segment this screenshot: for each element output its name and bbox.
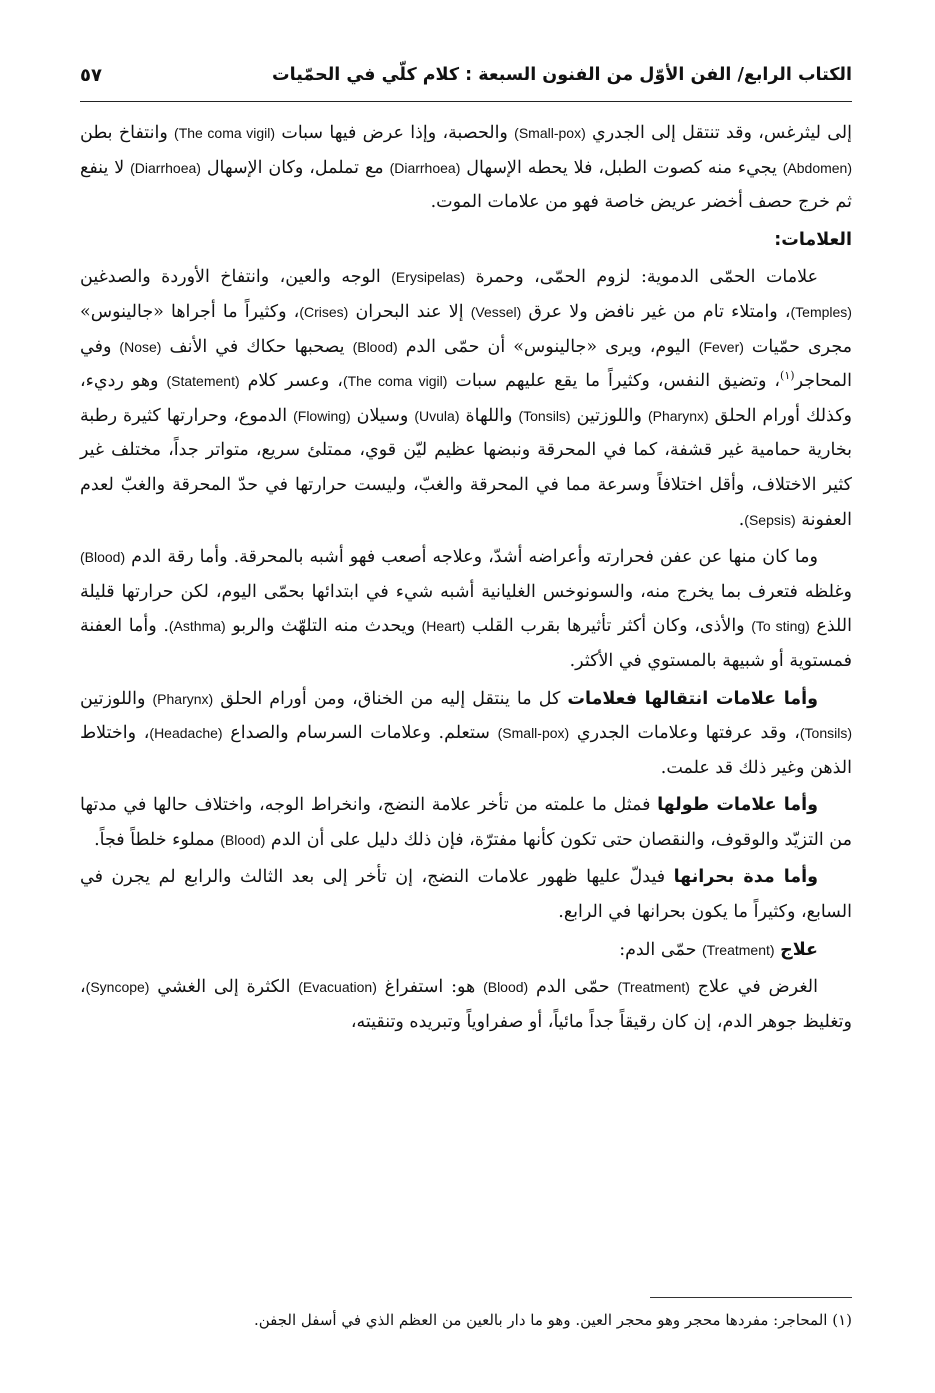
text: الدموع، وحرارتها كثيرة رطبة بخارية حمامية غير قشفة، كما في المحرقة ونبضها عظيم ليّن قوي، ممتلئ سريع، متواتر جداً، مختلف غير كثير الاختلاف، وأقل اختلافاً وسرعة مما في المحرقة والغبّ، وليست حرارتها في حدّ المحرقة والغبّ لعدم العفونة: [80, 405, 852, 530]
section-heading-signs: العلامات:: [774, 229, 852, 250]
text: مملوء خلطاً فجاً.: [94, 829, 221, 850]
paragraph-lead: وأما علامات طولها: [657, 795, 818, 816]
text: حمّى الدم: [528, 977, 618, 998]
latin-term: (Vessel): [470, 303, 522, 320]
text: .: [738, 509, 745, 530]
body-text: [80, 116, 852, 1042]
paragraph-1: [80, 116, 852, 220]
text: حمّى الدم:: [619, 939, 702, 960]
paragraph-4: [80, 682, 852, 786]
latin-term: (Fever): [698, 338, 744, 355]
text: وغلظه فتعرف بما يخرج منه، والسونوخس الغليانية أشبه شيء في ابتدائها بحمّى اليوم، لكن حرارتها قليلة اللذع: [80, 581, 853, 637]
text: يجيء منه كصوت الطبل، فلا يحطه الإسهال: [460, 157, 783, 178]
text: والأذى، وكان أكثر تأثيرها بقرب القلب: [465, 616, 752, 637]
text: وما كان منها عن عفن فحرارته وأعراضه أشدّ، وعلاجه أصعب فهو أشبه بالمحرقة. وأما رقة الدم: [125, 547, 818, 568]
latin-term: (Sepsis): [744, 511, 796, 528]
latin-term: (Small-pox): [497, 725, 570, 742]
latin-term: (To sting): [751, 618, 810, 635]
text: ، وتغليظ جوهر الدم، إن كان رقيقاً جداً مائياً، أو صفراوياً وتبريده وتنقيته،: [80, 977, 852, 1032]
latin-term: (Pharynx): [647, 407, 709, 424]
latin-term: (Asthma): [168, 618, 226, 635]
text: ، وعسر كلام: [239, 371, 343, 392]
text: كل ما ينتقل إليه من الخناق، ومن أورام الحلق: [213, 688, 568, 709]
latin-term: (Flowing): [293, 407, 351, 424]
footnote-rule: [650, 1297, 852, 1298]
page-number: ٥٧: [80, 64, 102, 86]
latin-term: (Nose): [119, 338, 162, 355]
latin-term: (Diarrhoea): [389, 159, 461, 176]
text: ، وكثيراً ما أجراها «جالينوس» مجرى حمّيات: [80, 301, 852, 357]
paragraph-2: [80, 260, 852, 537]
latin-term: (Tonsils): [518, 407, 571, 424]
text: الكثرة إلى الغشي: [149, 977, 299, 998]
footnote-text: المحاجر: مفردها محجر وهو محجر العين. وهو ما دار بالعين من العظم الذي في أسفل الجفن.: [253, 1311, 833, 1329]
text: . وأما العفنة فمستوية أو شبيهة بالمستوي في الأكثر.: [80, 616, 852, 671]
text: وفي المحاجر: [80, 336, 852, 392]
text: هو: استفراغ: [376, 977, 484, 998]
text: ، وامتلاء تام من غير نافض ولا عرق: [521, 301, 791, 322]
text: فيدلّ عليها ظهور علامات النضج، إن تأخر إلى بعد الثالث والرابع لم يجرن في السابع، وكثيراً ما يكون بحرانها في الرابع.: [80, 867, 852, 923]
latin-term: (Statement): [166, 373, 240, 390]
latin-term: (Erysipelas): [391, 269, 466, 286]
text: ، وتضيق النفس، وكثيراً ما يقع عليهم سبات: [447, 371, 781, 392]
text: إلا عند البحران: [348, 301, 471, 322]
paragraph-lead: علاج: [780, 939, 818, 960]
header-rule: [80, 101, 852, 102]
running-title: الكتاب الرابع/ الفن الأوّل من الفنون السبعة : كلام كلّي في الحمّيات: [272, 65, 852, 85]
latin-term: (Blood): [80, 549, 126, 566]
text: ، وقد عرفتها وعلامات الجدري: [569, 723, 800, 744]
text: لا ينفع ثم خرج حصف أخضر عريض خاصة فهو من علامات الموت.: [80, 157, 852, 213]
latin-term: (Evacuation): [298, 979, 377, 996]
paragraph-lead: وأما مدة بحرانها: [673, 867, 818, 888]
latin-term: (Diarrhoea): [130, 159, 201, 176]
latin-term: (The coma vigil): [174, 125, 276, 141]
text: واللهاة: [459, 405, 519, 426]
latin-term: (Uvula): [414, 407, 460, 424]
latin-term: (Small-pox): [514, 125, 586, 141]
latin-term: (Blood): [220, 831, 266, 848]
latin-term: (Pharynx): [152, 690, 214, 707]
text: يصحبها حكاك في الأنف: [161, 336, 353, 357]
text: مع تململ، وكان الإسهال: [200, 157, 390, 178]
text: فمثل ما علمته من تأخر علامة النضج، وانخراط الوجه، واختلاف حالها في مدتها من التزيّد والوقوف، والنقصان حتى تكون كأنها مفترّة، فإن ذلك دليل على أن الدم: [80, 795, 852, 850]
text: علامات الحمّى الدموية: لزوم الحمّى، وحمرة: [465, 267, 819, 288]
footnote-reference[interactable]: (١): [780, 369, 795, 383]
latin-term: (Blood): [483, 979, 529, 996]
latin-term: (Abdomen): [782, 159, 853, 176]
paragraph-6: [80, 860, 852, 929]
paragraph-5: [80, 788, 852, 857]
text: واللوزتين: [80, 688, 153, 709]
latin-term: (The coma vigil): [342, 373, 448, 390]
text: واللوزتين: [570, 405, 648, 426]
latin-term: (Tonsils): [799, 725, 853, 742]
text: إلى ليثرغس، وقد تنتقل إلى الجدري: [585, 123, 852, 143]
page-header: [80, 58, 852, 92]
latin-term: (Treatment): [701, 941, 775, 958]
latin-term: (Blood): [352, 338, 398, 355]
footnote-marker: (١): [832, 1311, 852, 1329]
latin-term: (Syncope): [85, 979, 150, 996]
latin-term: (Heart): [421, 618, 466, 635]
latin-term: (Temples): [790, 303, 852, 320]
text: وانتفاخ بطن: [80, 123, 175, 143]
latin-term: (Headache): [149, 725, 223, 742]
text: الوجه والعين، وانتفاخ الأوردة والصدغين: [80, 267, 392, 288]
latin-term: (Treatment): [617, 979, 690, 996]
paragraph-3: [80, 540, 852, 678]
footnote: [80, 1307, 852, 1333]
text: ستعلم. وعلامات السرسام والصداع: [222, 723, 498, 744]
text: الغرض في علاج: [689, 977, 818, 998]
text: وهو رديء، وكذلك أورام الحلق: [80, 371, 853, 426]
paragraph-8: [80, 970, 852, 1039]
text: ، واختلاط الذهن وغير ذلك قد علمت.: [80, 723, 852, 778]
text: والحصبة، وإذا عرض فيها سبات: [275, 123, 515, 143]
latin-term: (Crises): [299, 303, 349, 320]
text: ويحدث منه التلهّث والربو: [225, 616, 422, 637]
paragraph-lead: وأما علامات انتقالها فعلامات: [567, 688, 819, 709]
text: اليوم، ويرى «جالينوس» أن حمّى الدم: [397, 336, 699, 357]
text: وسيلان: [350, 405, 415, 426]
subheading-treatment: [80, 933, 852, 968]
